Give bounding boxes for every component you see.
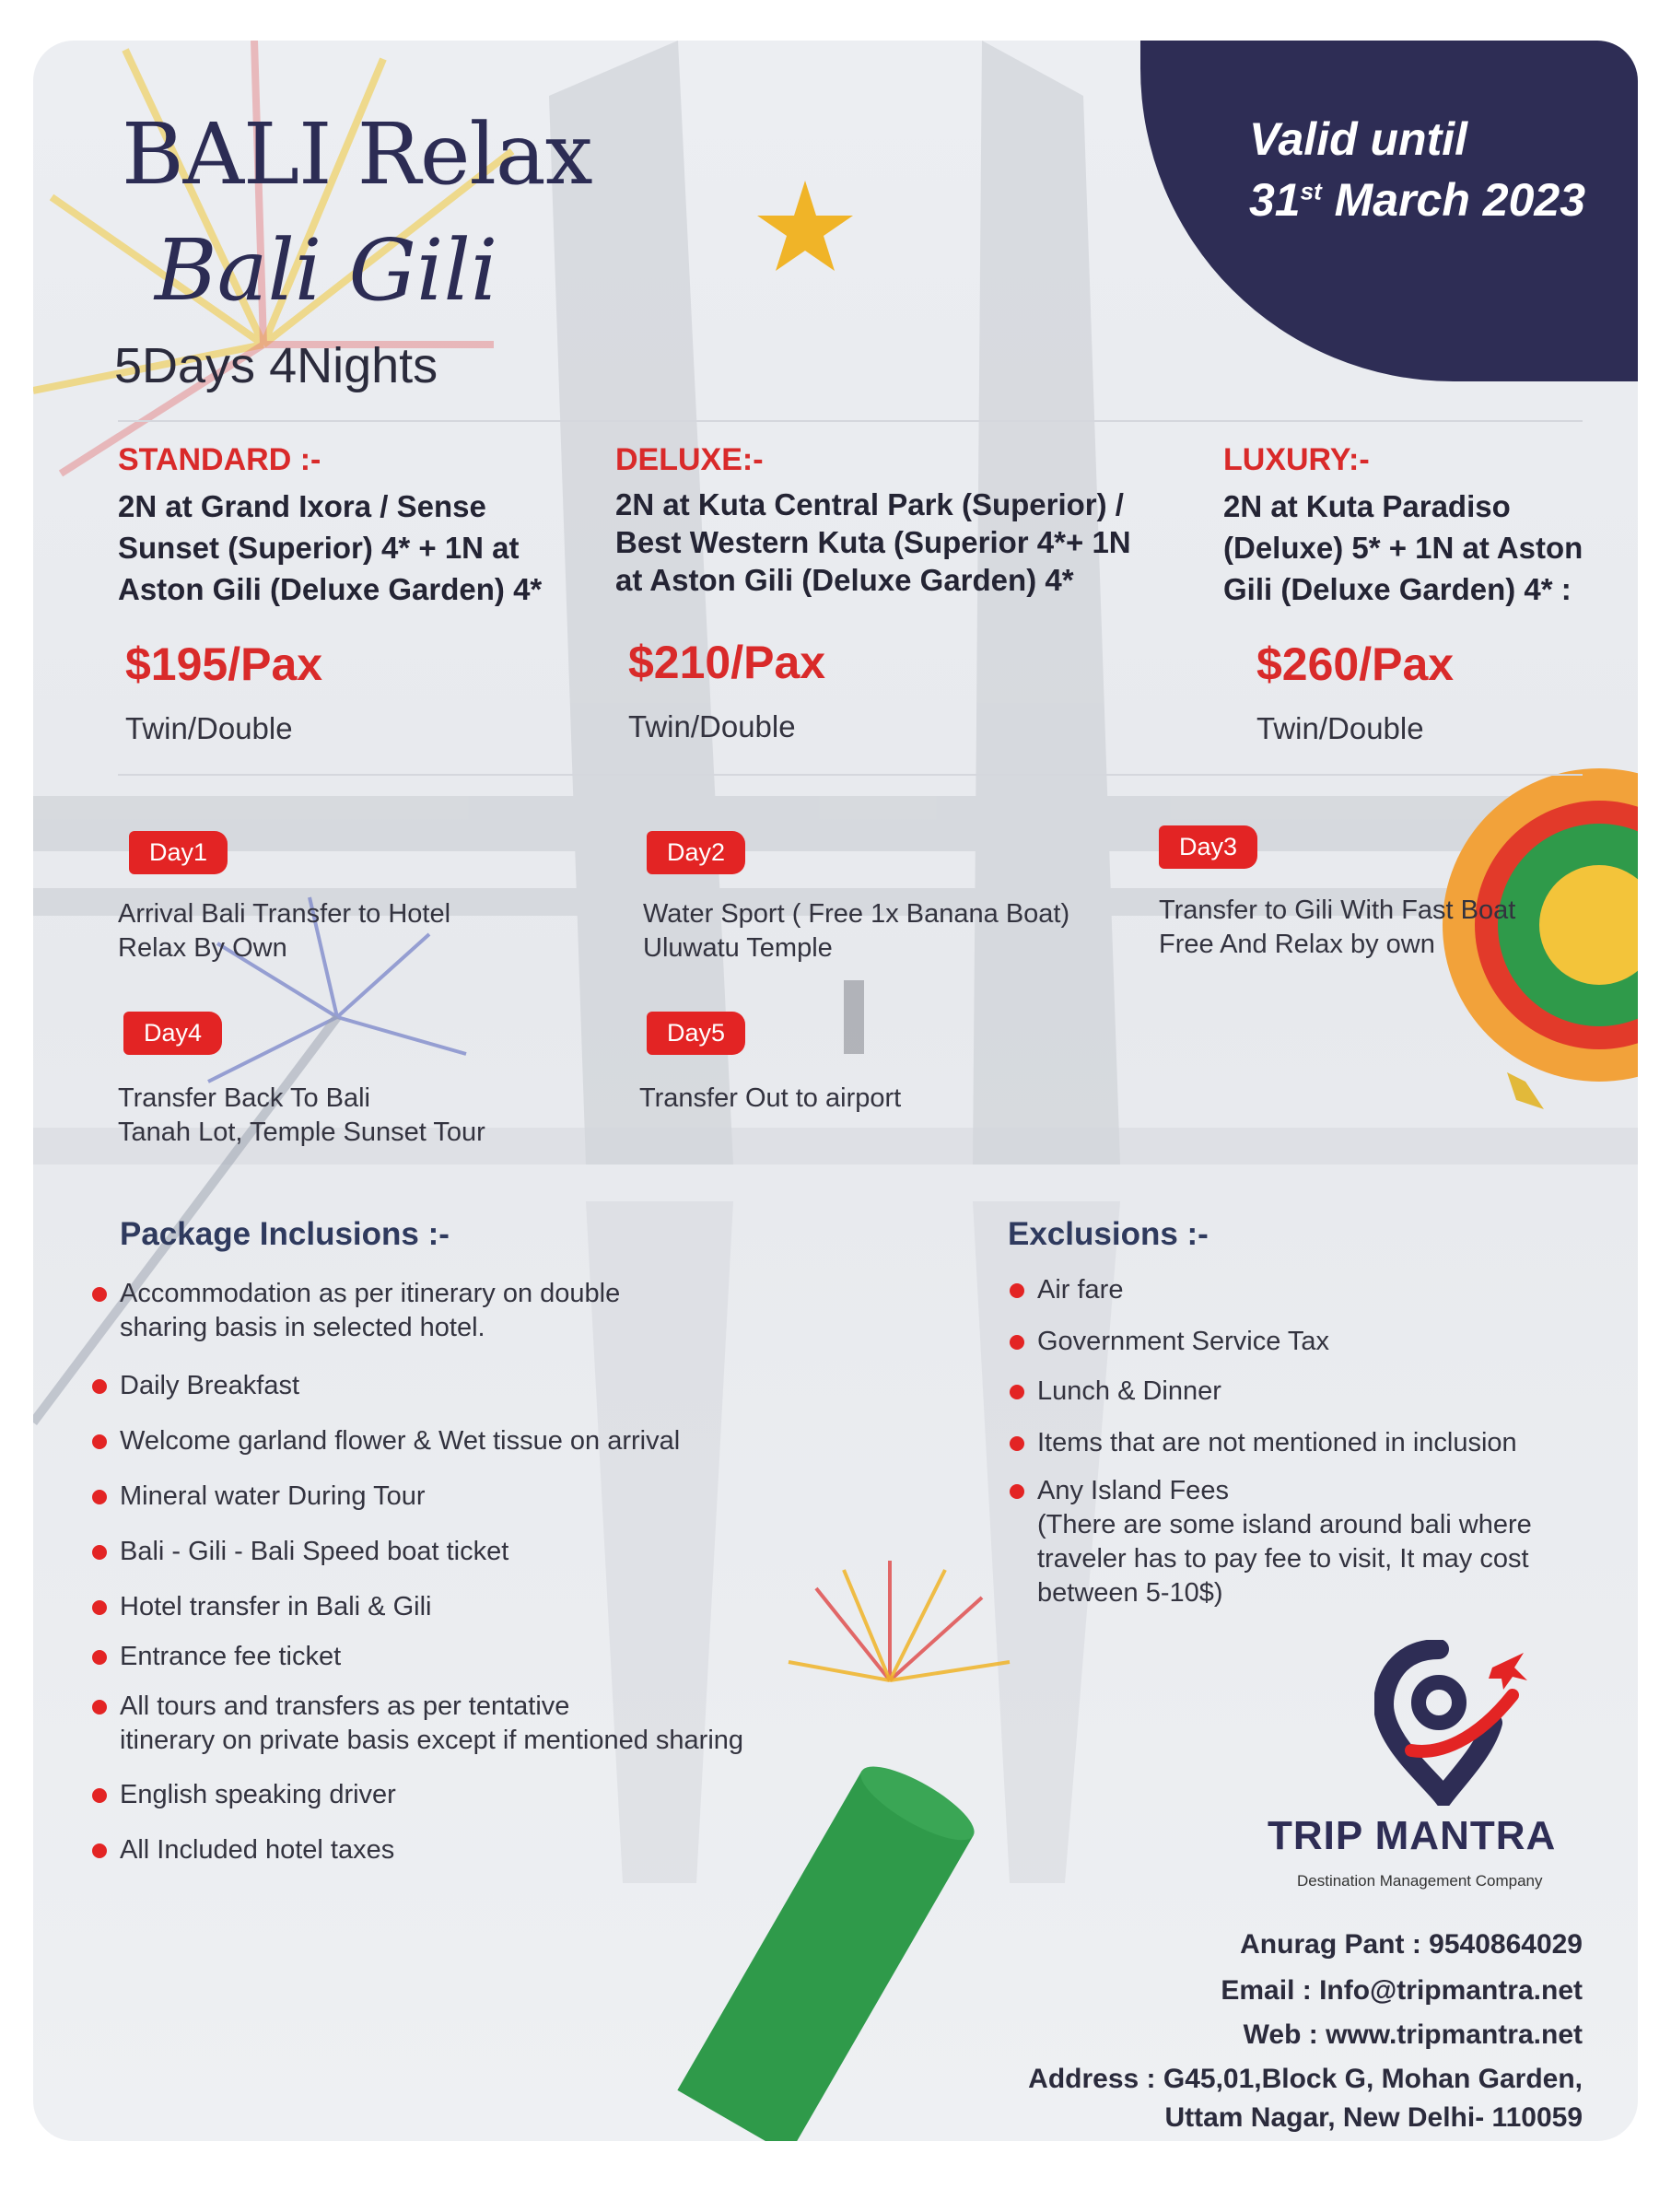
plan-luxury	[1223, 442, 1629, 746]
bullet-dot-icon	[92, 1490, 107, 1504]
bullet-dot-icon	[92, 1545, 107, 1560]
list-item: Accommodation as per itinerary on double sharing basis in selected hotel.	[120, 1277, 949, 1345]
bullet-dot-icon	[92, 1843, 107, 1858]
list-item: Welcome garland flower & Wet tissue on arrival	[120, 1424, 949, 1458]
list-item: Daily Breakfast	[120, 1369, 949, 1403]
bullet-dot-icon	[1010, 1385, 1024, 1399]
bullet-dot-icon	[92, 1650, 107, 1665]
day-description: Arrival Bali Transfer to Hotel Relax By Own	[118, 899, 451, 963]
plan-name: LUXURY:-	[1223, 442, 1370, 477]
flyer-card	[33, 41, 1638, 2141]
day-badge: Day1	[129, 831, 228, 874]
plan-occupancy: Twin/Double	[628, 709, 796, 743]
contact-address-line2: Uttam Nagar, New Delhi- 110059	[1164, 2102, 1583, 2133]
list-item: Any Island Fees (There are some island around bali where traveler has to pay fee to visit, It may cost between 5-10$)	[1037, 1474, 1608, 1610]
bullet-dot-icon	[92, 1788, 107, 1803]
plan-deluxe	[615, 442, 1186, 744]
bullet-dot-icon	[92, 1700, 107, 1715]
list-item: Air fare	[1037, 1273, 1608, 1307]
plan-description: 2N at Grand Ixora / Sense Sunset (Superior) 4* + 1N at Aston Gili (Deluxe Garden) 4*	[118, 489, 543, 606]
bullet-dot-icon	[1010, 1283, 1024, 1298]
validity-date: 31st March 2023	[1249, 174, 1586, 226]
inclusions-heading: Package Inclusions :-	[120, 1216, 450, 1252]
bullet-dot-icon	[92, 1600, 107, 1615]
day-badge: Day2	[647, 831, 745, 874]
plan-price: $195/Pax	[125, 638, 323, 690]
exclusions-heading: Exclusions :-	[1008, 1216, 1209, 1252]
bullet-dot-icon	[1010, 1436, 1024, 1451]
day-badge: Day4	[123, 1012, 222, 1055]
plan-name: DELUXE:-	[615, 442, 764, 477]
day-description: Water Sport ( Free 1x Banana Boat) Uluwatu Temple	[643, 899, 1070, 963]
plan-price: $260/Pax	[1256, 638, 1455, 690]
day-description: Transfer Back To Bali Tanah Lot, Temple Sunset Tour	[118, 1083, 485, 1147]
brand-tagline: Destination Management Company	[1297, 1872, 1543, 1890]
list-item: Bali - Gili - Bali Speed boat ticket	[120, 1535, 949, 1569]
bullet-dot-icon	[1010, 1484, 1024, 1499]
day-description: Transfer to Gili With Fast Boat Free And Relax by own	[1159, 895, 1516, 959]
validity-label: Valid until	[1249, 113, 1468, 165]
contact-address-line1: Address : G45,01,Block G, Mohan Garden,	[1028, 2064, 1583, 2094]
bullet-dot-icon	[1010, 1335, 1024, 1350]
plan-price: $210/Pax	[628, 637, 826, 688]
location-pin-airplane-icon	[1374, 1640, 1531, 1806]
day-badge: Day3	[1159, 825, 1257, 869]
day-badge: Day5	[647, 1012, 745, 1055]
divider	[118, 774, 1583, 776]
list-item: Entrance fee ticket	[120, 1640, 949, 1674]
package-subtitle: Bali Gili	[155, 221, 498, 320]
plan-standard	[118, 442, 597, 746]
bullet-dot-icon	[92, 1379, 107, 1394]
day-description: Transfer Out to airport	[639, 1083, 902, 1113]
list-item: All Included hotel taxes	[120, 1833, 949, 1867]
package-duration: 5Days 4Nights	[114, 338, 438, 393]
plan-name: STANDARD :-	[118, 442, 321, 477]
contact-email: Email : Info@tripmantra.net	[1221, 1975, 1583, 2006]
list-item: Mineral water During Tour	[120, 1480, 949, 1514]
list-item: Lunch & Dinner	[1037, 1375, 1608, 1409]
package-title: BALI Relax	[122, 105, 592, 204]
list-item: English speaking driver	[120, 1778, 949, 1812]
bullet-dot-icon	[92, 1287, 107, 1302]
list-item: Items that are not mentioned in inclusion	[1037, 1426, 1608, 1460]
brand-name: TRIP MANTRA	[1268, 1813, 1557, 1858]
plan-description: 2N at Kuta Central Park (Superior) / Best Western Kuta (Superior 4*+ 1N at Aston Gili (Deluxe Garden) 4*	[615, 487, 1131, 597]
divider	[118, 420, 1583, 422]
contact-phone: Anurag Pant : 9540864029	[1240, 1929, 1583, 1960]
plan-occupancy: Twin/Double	[1256, 711, 1424, 745]
plan-occupancy: Twin/Double	[125, 711, 293, 745]
contact-web: Web : www.tripmantra.net	[1243, 2019, 1583, 2050]
list-item: Government Service Tax	[1037, 1325, 1608, 1359]
list-item: All tours and transfers as per tentative itinerary on private basis except if mentioned sharing	[120, 1690, 949, 1758]
bullet-dot-icon	[92, 1434, 107, 1449]
plan-description: 2N at Kuta Paradiso (Deluxe) 5* + 1N at Aston Gili (Deluxe Garden) 4* :	[1223, 489, 1583, 606]
list-item: Hotel transfer in Bali & Gili	[120, 1590, 949, 1624]
